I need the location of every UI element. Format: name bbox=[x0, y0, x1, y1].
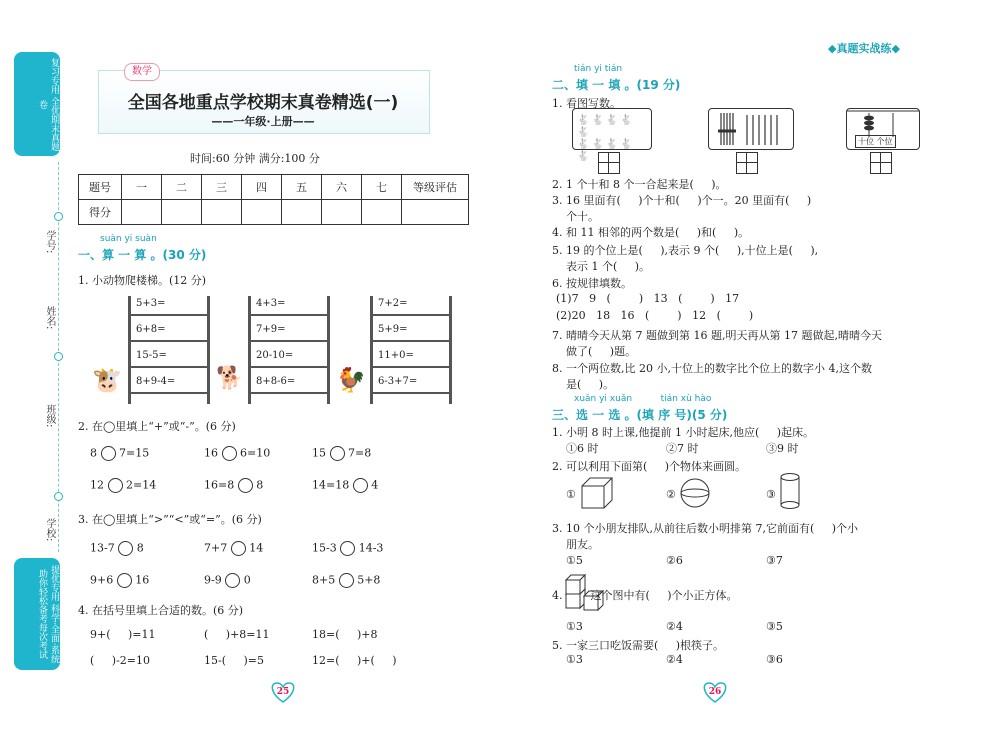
score-cell[interactable] bbox=[362, 200, 402, 225]
q2-item: 8 7=15 bbox=[90, 446, 150, 460]
question-text: 6. 按规律填数。 bbox=[552, 277, 632, 290]
option[interactable]: ③6 bbox=[766, 653, 783, 666]
q2-item: 16=8 8 bbox=[204, 478, 264, 492]
question-text: 5. 19 的个位上是( ),表示 9 个( ),十位上是( ), bbox=[552, 244, 819, 257]
table-cell: 六 bbox=[322, 175, 362, 200]
table-cell: 得分 bbox=[79, 200, 122, 225]
binding-dot bbox=[54, 352, 63, 361]
question-text: 1. 小动物爬楼梯。(12 分) bbox=[78, 274, 207, 287]
abacus-picture bbox=[846, 108, 920, 150]
question-text: 2. 可以利用下面第( )个物体来画圆。 bbox=[552, 460, 747, 473]
answer-circle[interactable] bbox=[118, 541, 133, 556]
q2-item: 14=18 4 bbox=[312, 478, 379, 492]
question-text: 做了( )题。 bbox=[566, 345, 637, 358]
answer-circle[interactable] bbox=[340, 541, 355, 556]
place-value-labels: 十位 个位 bbox=[855, 135, 896, 148]
table-cell: 一 bbox=[122, 175, 162, 200]
q2-item: 12 2=14 bbox=[90, 478, 157, 492]
page-number: 25 bbox=[268, 680, 298, 704]
question-text: 3. 在◯里填上“>”“<”或“=”。(6 分) bbox=[78, 513, 262, 526]
rabbits-picture bbox=[572, 108, 652, 162]
option[interactable]: ②7 时 bbox=[666, 442, 699, 455]
answer-circle[interactable] bbox=[353, 478, 368, 493]
score-cell[interactable] bbox=[122, 200, 162, 225]
score-cell[interactable] bbox=[322, 200, 362, 225]
question-text: 4. 这个图中有( )个小正方体。 bbox=[552, 589, 738, 602]
q3-item: 8+5 5+8 bbox=[312, 573, 381, 587]
ladder bbox=[128, 296, 210, 404]
q2-item: 16 6=10 bbox=[204, 446, 271, 460]
ladder-equation: 7+2= bbox=[378, 298, 408, 309]
option[interactable]: ①6 时 bbox=[566, 442, 599, 455]
score-cell[interactable] bbox=[282, 200, 322, 225]
question-text: 8. 一个两位数,比 20 小,十位上的数字比个位上的数字小 4,这个数 bbox=[552, 362, 872, 375]
question-text: 表示 1 个( )。 bbox=[566, 260, 651, 273]
subject-badge: 数学 bbox=[124, 63, 160, 81]
option[interactable]: ①3 bbox=[566, 653, 583, 666]
option[interactable]: ③7 bbox=[766, 554, 783, 567]
question-text: 个十。 bbox=[566, 210, 599, 223]
section-pinyin: suàn yi suàn bbox=[100, 234, 157, 244]
section-title: 二、填 一 填 。(19 分) bbox=[552, 78, 681, 92]
page-title: 全国各地重点学校期末真卷精选(一) bbox=[127, 93, 399, 113]
page-number: 26 bbox=[700, 680, 730, 704]
answer-grid[interactable] bbox=[736, 152, 758, 174]
fill-item[interactable]: 15-( )=5 bbox=[204, 654, 264, 667]
strip-top-tab: 复习专用 全优期末真题卷 bbox=[14, 52, 60, 156]
score-cell[interactable] bbox=[162, 200, 202, 225]
question-text: 朋友。 bbox=[566, 538, 599, 551]
fill-item[interactable]: ( )+8=11 bbox=[204, 628, 270, 641]
ladder-equation: 6-3+7= bbox=[378, 376, 418, 387]
ladder-equation: 8+8-6= bbox=[256, 376, 296, 387]
question-text: 3. 10 个小朋友排队,从前往后数小明排第 7,它前面有( )个小 bbox=[552, 522, 859, 535]
dog-icon: 🐕 bbox=[216, 366, 244, 391]
fill-item[interactable]: 9+( )=11 bbox=[90, 628, 156, 641]
binding-dot bbox=[54, 212, 63, 221]
table-cell: 二 bbox=[162, 175, 202, 200]
field-school: 学校: bbox=[44, 518, 55, 542]
field-class: 班级: bbox=[44, 404, 55, 428]
fill-item[interactable]: ( )-2=10 bbox=[90, 654, 150, 667]
q3-item: 15-3 14-3 bbox=[312, 541, 384, 555]
question-text: 4. 在括号里填上合适的数。(6 分) bbox=[78, 604, 244, 617]
ladder-equation: 5+9= bbox=[378, 324, 408, 335]
cube-icon bbox=[580, 476, 614, 510]
question-text: 7. 晴晴今天从第 7 题做到第 16 题,明天再从第 17 题做起,晴晴今天 bbox=[552, 329, 882, 342]
score-cell[interactable] bbox=[402, 200, 469, 225]
answer-circle[interactable] bbox=[117, 573, 132, 588]
option[interactable]: ①5 bbox=[566, 554, 583, 567]
q3-item: 13-7 8 bbox=[90, 541, 144, 555]
section-pinyin: tián yi tián bbox=[574, 64, 623, 74]
table-cell: 四 bbox=[242, 175, 282, 200]
option[interactable]: ③5 bbox=[766, 620, 783, 633]
question-text: 5. 一家三口吃饭需要( )根筷子。 bbox=[552, 639, 725, 652]
sphere-icon bbox=[678, 476, 712, 510]
ladder-equation: 11+0= bbox=[378, 350, 414, 361]
option[interactable]: ① bbox=[566, 488, 576, 501]
answer-grid[interactable] bbox=[598, 152, 620, 174]
ladder-equation: 7+9= bbox=[256, 324, 286, 335]
cow-icon: 🐮 bbox=[92, 366, 122, 394]
rabbit-icons: 🐇🐇🐇🐇🐇 🐇🐇🐇🐇🐇 bbox=[577, 115, 635, 162]
section-title: 一、算 一 算 。(30 分) bbox=[78, 248, 207, 262]
section-title: 三、选 一 选 。(填 序 号)(5 分) bbox=[552, 408, 728, 422]
ladder-equation: 5+3= bbox=[136, 298, 166, 309]
binding-strip bbox=[14, 52, 60, 670]
option[interactable]: ② bbox=[666, 488, 676, 501]
answer-circle[interactable] bbox=[231, 541, 246, 556]
rooster-icon: 🐓 bbox=[336, 366, 366, 394]
table-cell: 三 bbox=[202, 175, 242, 200]
option[interactable]: ②6 bbox=[666, 554, 683, 567]
fill-item[interactable]: 18=( )+8 bbox=[312, 628, 378, 641]
binding-dot bbox=[54, 492, 63, 501]
field-student-id: 学号: bbox=[44, 230, 55, 254]
question-text: 是( )。 bbox=[566, 378, 615, 391]
question-text: 2. 在◯里填上“+”或“-”。(6 分) bbox=[78, 420, 236, 433]
time-info: 时间:60 分钟 满分:100 分 bbox=[190, 152, 320, 165]
ladder-equation: 15-5= bbox=[136, 350, 167, 361]
option[interactable]: ③ bbox=[766, 488, 776, 501]
sticks-icon bbox=[709, 109, 793, 149]
ladder-equation: 4+3= bbox=[256, 298, 286, 309]
q3-item: 7+7 14 bbox=[204, 541, 264, 555]
question-text: 3. 16 里面有( )个十和( )个一。20 里面有( ) bbox=[552, 194, 812, 207]
option[interactable]: ①3 bbox=[566, 620, 583, 633]
answer-circle[interactable] bbox=[238, 478, 253, 493]
table-cell: 等级评估 bbox=[402, 175, 469, 200]
question-text: 1. 看图写数。 bbox=[552, 97, 621, 110]
option[interactable]: ③9 时 bbox=[766, 442, 799, 455]
option[interactable]: ②4 bbox=[666, 653, 683, 666]
strip-bottom-tab: 提优专用 科学·全面·系统 助你轻松备考每次考试 bbox=[14, 558, 60, 670]
section-pinyin: xuǎn yi xuǎn tián xù hào bbox=[574, 394, 712, 404]
ladder-equation: 8+9-4= bbox=[136, 376, 176, 387]
pattern-row: (2)20 18 16 ( ) 12 ( ) bbox=[556, 309, 754, 322]
ladder-equation: 20-10= bbox=[256, 350, 294, 361]
question-text: 1. 小明 8 时上课,他提前 1 小时起床,他应( )起床。 bbox=[552, 426, 815, 439]
score-table bbox=[78, 174, 469, 225]
table-row bbox=[79, 175, 469, 200]
q3-item: 9+6 16 bbox=[90, 573, 150, 587]
fill-item[interactable]: 12=( )+( ) bbox=[312, 654, 397, 667]
question-text: 2. 1 个十和 8 个一合起来是( )。 bbox=[552, 178, 727, 191]
answer-circle[interactable] bbox=[225, 573, 240, 588]
pattern-row: (1)7 9 ( ) 13 ( ) 17 bbox=[556, 292, 740, 305]
answer-grid[interactable] bbox=[870, 152, 892, 174]
right-badge: ◆真题实战练◆ bbox=[828, 42, 900, 55]
table-cell: 题号 bbox=[79, 175, 122, 200]
sticks-picture bbox=[708, 108, 794, 150]
score-cell[interactable] bbox=[202, 200, 242, 225]
ladder-equation: 6+8= bbox=[136, 324, 166, 335]
q2-item: 15 7=8 bbox=[312, 446, 372, 460]
ladder bbox=[248, 296, 330, 404]
cylinder-icon bbox=[778, 472, 802, 510]
ladder bbox=[370, 296, 452, 404]
answer-circle[interactable] bbox=[330, 446, 345, 461]
table-cell: 五 bbox=[282, 175, 322, 200]
option[interactable]: ②4 bbox=[666, 620, 683, 633]
question-text: 4. 和 11 相邻的两个数是( )和( )。 bbox=[552, 226, 750, 239]
page-subtitle: ——一年级·上册—— bbox=[211, 115, 315, 128]
answer-circle[interactable] bbox=[101, 446, 116, 461]
score-cell[interactable] bbox=[242, 200, 282, 225]
field-name: 姓名: bbox=[44, 306, 55, 330]
table-row bbox=[79, 200, 469, 225]
table-cell: 七 bbox=[362, 175, 402, 200]
answer-circle[interactable] bbox=[339, 573, 354, 588]
answer-circle[interactable] bbox=[108, 478, 123, 493]
q3-item: 9-9 0 bbox=[204, 573, 251, 587]
answer-circle[interactable] bbox=[222, 446, 237, 461]
